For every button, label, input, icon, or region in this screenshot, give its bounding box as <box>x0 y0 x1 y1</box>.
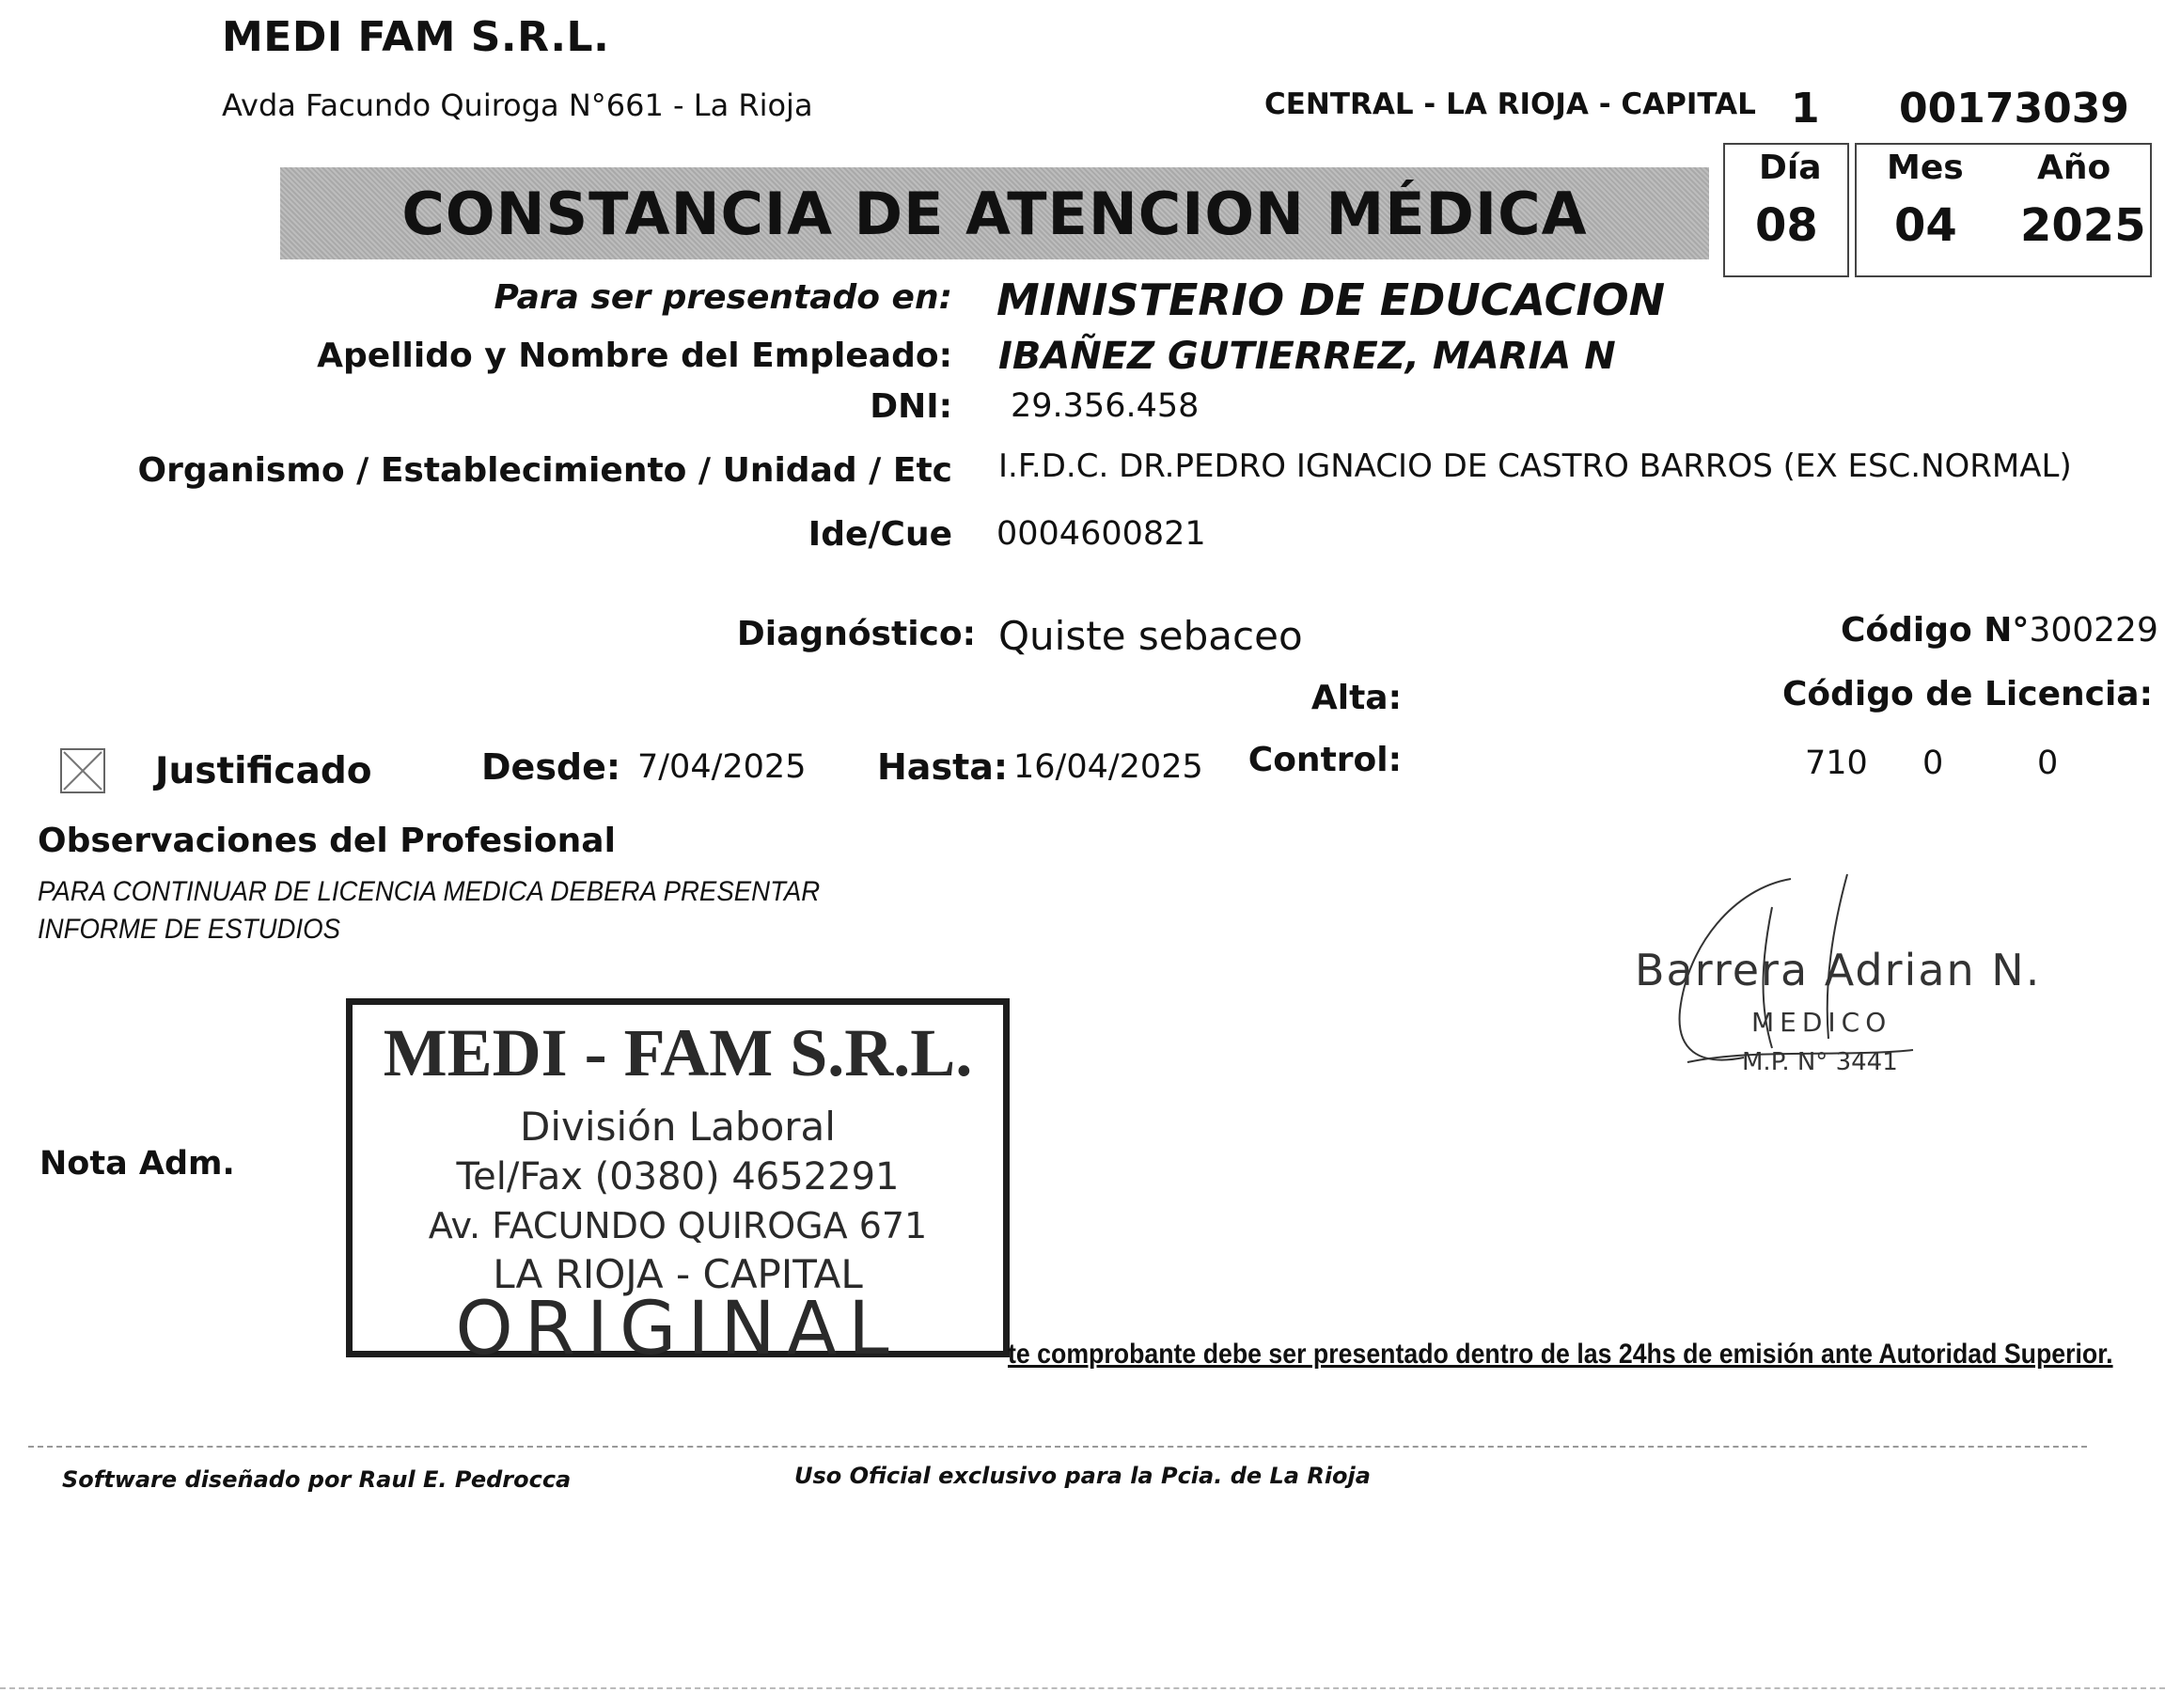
justificado-checkbox[interactable] <box>60 748 105 793</box>
desde-value: 7/04/2025 <box>637 748 807 786</box>
dni-value: 29.356.458 <box>1011 387 1200 425</box>
document-serie: 1 <box>1791 85 1820 133</box>
date-month-year-box <box>1855 143 2152 277</box>
doctor-name: Barrera Adrian N. <box>1635 945 2042 995</box>
idecue-label: Ide/Cue <box>808 515 952 554</box>
observaciones-line-1: PARA CONTINUAR DE LICENCIA MEDICA DEBERA PRESENTAR <box>38 876 821 907</box>
bottom-divider <box>0 1687 2165 1689</box>
justificado-label: Justificado <box>155 750 372 792</box>
stamp-division: División Laboral <box>520 1104 836 1150</box>
empleado-value: IBAÑEZ GUTIERREZ, MARIA N <box>998 335 1616 378</box>
footer-divider <box>28 1446 2087 1448</box>
licencia-code-3: 0 <box>2037 744 2059 782</box>
codigo-value: 300229 <box>2029 611 2158 650</box>
codigo-number <box>1841 611 2158 650</box>
doctor-matricula: M.P. N° 3441 <box>1742 1048 1898 1076</box>
diagnostico-label: Diagnóstico: <box>736 615 976 653</box>
observaciones-label: Observaciones del Profesional <box>38 822 616 860</box>
codigo-label: Código N° <box>1841 611 2030 650</box>
company-stamp <box>346 998 1010 1371</box>
checkbox-cross-icon <box>62 750 103 791</box>
stamp-tel: Tel/Fax (0380) 4652291 <box>456 1155 900 1199</box>
document-title: CONSTANCIA DE ATENCION MÉDICA <box>401 179 1588 248</box>
doctor-title: MEDICO <box>1751 1007 1892 1038</box>
stamp-address: Av. FACUNDO QUIROGA 671 <box>428 1205 928 1246</box>
control-label: Control: <box>1247 741 1402 779</box>
presentation-notice: te comprobante debe ser presentado dentro de las 24hs de emisión ante Autoridad Superior. <box>1008 1339 2113 1370</box>
organismo-value: I.F.D.C. DR.PEDRO IGNACIO DE CASTRO BARROS (EX ESC.NORMAL) <box>998 447 2072 485</box>
title-band <box>280 167 1709 259</box>
date-day-box <box>1723 143 1849 277</box>
stamp-city: LA RIOJA - CAPITAL <box>493 1251 863 1297</box>
diagnostico-value: Quiste sebaceo <box>998 613 1303 659</box>
month-value: 04 <box>1894 199 1957 252</box>
year-label: Año <box>2037 149 2111 187</box>
day-value: 08 <box>1755 199 1818 252</box>
official-use-note: Uso Oficial exclusivo para la Pcia. de La Rioja <box>794 1463 1371 1489</box>
document-number: 00173039 <box>1899 85 2129 133</box>
nota-adm-label: Nota Adm. <box>39 1145 235 1183</box>
dni-label: DNI: <box>870 387 952 426</box>
presentado-label: Para ser presentado en: <box>494 278 952 317</box>
stamp-original: ORIGINAL <box>455 1287 901 1371</box>
alta-label: Alta: <box>1310 679 1402 717</box>
licencia-code-2: 0 <box>1922 744 1944 782</box>
day-label: Día <box>1759 149 1822 187</box>
doctor-signature <box>1631 870 2042 1095</box>
hasta-value: 16/04/2025 <box>1013 748 1203 786</box>
company-name: MEDI FAM S.R.L. <box>222 13 610 61</box>
empleado-label: Apellido y Nombre del Empleado: <box>317 337 952 375</box>
month-label: Mes <box>1887 149 1964 187</box>
licencia-code-1: 710 <box>1805 744 1868 782</box>
company-address: Avda Facundo Quiroga N°661 - La Rioja <box>222 87 813 123</box>
organismo-label: Organismo / Establecimiento / Unidad / Etc <box>137 451 952 490</box>
codigo-licencia-label: Código de Licencia: <box>1781 675 2153 713</box>
software-credit: Software diseñado por Raul E. Pedrocca <box>62 1466 572 1493</box>
stamp-company: MEDI - FAM S.R.L. <box>383 1015 973 1090</box>
year-value: 2025 <box>2020 199 2146 252</box>
hasta-label: Hasta: <box>877 746 1009 788</box>
branch-location: CENTRAL - LA RIOJA - CAPITAL <box>1264 87 1756 121</box>
idecue-value: 0004600821 <box>996 515 1206 553</box>
desde-label: Desde: <box>481 746 621 788</box>
observaciones-line-2: INFORME DE ESTUDIOS <box>38 914 341 945</box>
presentado-value: MINISTERIO DE EDUCACION <box>996 274 1666 325</box>
